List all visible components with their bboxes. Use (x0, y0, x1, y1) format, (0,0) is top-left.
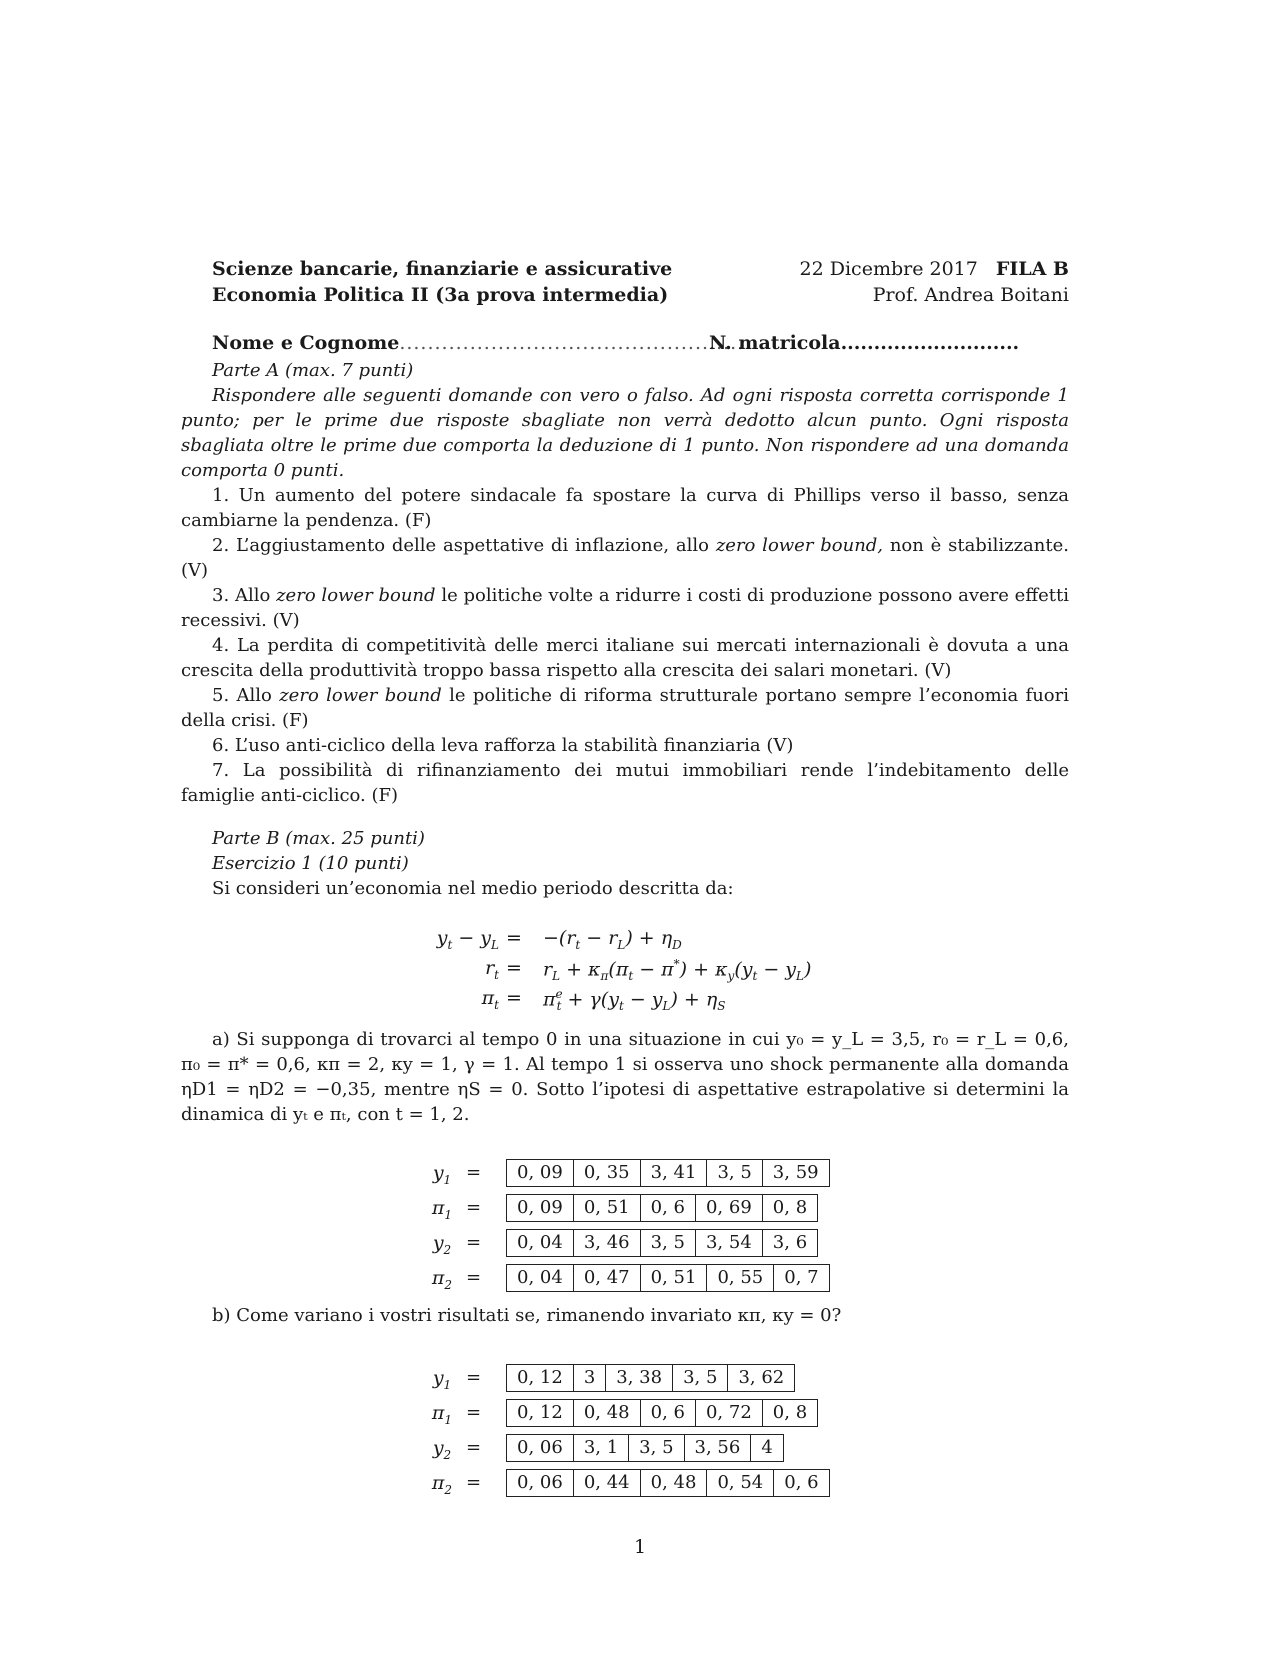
answer-option[interactable]: 0, 8 (762, 1195, 817, 1221)
answer-option[interactable]: 3, 6 (762, 1230, 817, 1256)
answer-options (506, 1264, 830, 1292)
answer-option[interactable]: 0, 6 (640, 1400, 695, 1426)
answer-option[interactable]: 3, 5 (672, 1365, 727, 1391)
answer-option[interactable]: 0, 06 (517, 1472, 563, 1493)
question-1: 1. Un aumento del potere sindacale fa spostare la curva di Phillips verso il basso, senza cambiarne la pendenza. (F) (181, 485, 1069, 531)
equals-sign: = (466, 1402, 482, 1423)
answer-option[interactable]: 0, 55 (706, 1265, 773, 1291)
answer-option[interactable]: 0, 09 (517, 1197, 563, 1218)
exercise-title: Esercizio 1 (10 punti) (212, 853, 409, 874)
answer-option[interactable]: 3, 59 (762, 1160, 829, 1186)
answer-row (181, 1157, 1069, 1192)
answer-options (506, 1434, 784, 1462)
answer-option[interactable]: 0, 72 (695, 1400, 762, 1426)
answer-options (506, 1229, 818, 1257)
answer-option[interactable]: 3, 5 (640, 1230, 695, 1256)
answer-option[interactable]: 0, 35 (573, 1160, 640, 1186)
equals-sign: = (466, 1437, 482, 1458)
answer-option[interactable]: 0, 7 (773, 1265, 828, 1291)
equals-sign: = (466, 1267, 482, 1288)
variable-label: $\pi_1$ (431, 1402, 453, 1427)
answer-option[interactable]: 0, 44 (573, 1470, 640, 1496)
name-label: Nome e Cognome (212, 332, 400, 354)
answer-option[interactable]: 0, 51 (573, 1195, 640, 1221)
answer-option[interactable]: 3 (573, 1365, 605, 1391)
answer-table-b (181, 1362, 1069, 1502)
answer-option[interactable]: 0, 54 (706, 1470, 773, 1496)
answer-table-a (181, 1157, 1069, 1297)
course-line: Scienze bancarie, finanziarie e assicurative (212, 258, 673, 280)
answer-option[interactable]: 0, 6 (640, 1195, 695, 1221)
answer-option[interactable]: 0, 12 (517, 1402, 563, 1423)
partA-title: Parte A (max. 7 punti) (212, 360, 414, 381)
question-4: 4. La perdita di competitività delle merci italiane sui mercati internazionali è dovuta a una crescita della produttività troppo bassa rispetto alla crescita dei salari monetari. (V) (181, 635, 1069, 681)
answer-row (181, 1227, 1069, 1262)
exercise-intro: Si consideri un’economia nel medio periodo descritta da: (212, 878, 734, 899)
answer-option[interactable]: 0, 48 (640, 1470, 707, 1496)
answer-options (506, 1194, 818, 1222)
answer-row (181, 1262, 1069, 1297)
answer-row (181, 1397, 1069, 1432)
answer-options (506, 1159, 830, 1187)
answer-options (506, 1364, 795, 1392)
subject-line: Economia Politica II (3a prova intermedia) (212, 284, 669, 306)
equation-pc: $\pi_t$ = $\pi^e_t + \gamma(y_t - y_L) + \eta_S$ (481, 987, 726, 1014)
equals-sign: = (466, 1367, 482, 1388)
answer-options (506, 1399, 818, 1427)
exam-date: 22 Dicembre 2017 (799, 258, 978, 280)
equals-sign: = (466, 1197, 482, 1218)
answer-option[interactable]: 3, 62 (727, 1365, 794, 1391)
partB-title: Parte B (max. 25 punti) (212, 828, 425, 849)
answer-row (181, 1432, 1069, 1467)
answer-option[interactable]: 0, 04 (517, 1267, 563, 1288)
matricola-field[interactable]: N. matricola........................... (709, 332, 1020, 354)
answer-option[interactable]: 3, 38 (605, 1365, 672, 1391)
answer-option[interactable]: 3, 1 (573, 1435, 628, 1461)
answer-option[interactable]: 0, 8 (762, 1400, 817, 1426)
partA-instructions: Rispondere alle seguenti domande con vero o falso. Ad ogni risposta corretta corrisponde 1 punto; per le prime due risposte sbagliate non verrà dedotto alcun punto. Ogni risposta sbagliata oltre le prime due comporta la deduzione di 1 punto. Non rispondere ad una domanda comporta 0 punti. (181, 385, 1069, 481)
answer-option[interactable]: 0, 06 (517, 1437, 563, 1458)
variable-label: $y_1$ (432, 1162, 452, 1187)
answer-option[interactable]: 0, 47 (573, 1265, 640, 1291)
variable-label: $y_2$ (432, 1437, 452, 1462)
name-field[interactable]: ................................................. (399, 332, 745, 354)
question-a: a) Si supponga di trovarci al tempo 0 in una situazione in cui y₀ = y_L = 3,5, r₀ = r_L = 0,6, π₀ = π* = 0,6, κπ = 2, κy = 1, γ = 1. Al tempo 1 si osserva uno shock permanente alla domanda ηD1 = ηD2 = −0,35, mentre ηS = 0. Sotto l’ipotesi di aspettative estrapolative si determini la dinamica di yₜ e πₜ, con t = 1, 2. (181, 1029, 1069, 1125)
answer-option[interactable]: 3, 46 (573, 1230, 640, 1256)
answer-option[interactable]: 3, 5 (706, 1160, 761, 1186)
exam-page (181, 258, 1069, 1502)
question-3: 3. Allo zero lower bound le politiche volte a ridurre i costi di produzione possono avere effetti recessivi. (V) (181, 585, 1069, 631)
answer-option[interactable]: 0, 04 (517, 1232, 563, 1253)
answer-option[interactable]: 0, 51 (640, 1265, 707, 1291)
date-fila (800, 258, 1069, 280)
answer-option[interactable]: 3, 5 (628, 1435, 683, 1461)
question-6: 6. L’uso anti-ciclico della leva rafforza la stabilità finanziaria (V) (212, 735, 794, 756)
answer-row (181, 1467, 1069, 1502)
answer-option[interactable]: 3, 56 (684, 1435, 751, 1461)
page-number: 1 (633, 1536, 647, 1558)
answer-option[interactable]: 0, 6 (773, 1470, 828, 1496)
answer-row (181, 1192, 1069, 1227)
variable-label: $\pi_2$ (431, 1472, 453, 1497)
question-5: 5. Allo zero lower bound le politiche di riforma strutturale portano sempre l’economia fuori della crisi. (F) (181, 685, 1069, 731)
answer-option[interactable]: 3, 54 (695, 1230, 762, 1256)
header-row-1 (181, 258, 1069, 284)
answer-option[interactable]: 0, 48 (573, 1400, 640, 1426)
answer-option[interactable]: 0, 09 (517, 1162, 563, 1183)
equation-mr: $r_t$ = $r_L + \kappa_\pi(\pi_t - \pi^*) + \kappa_y(y_t - y_L)$ (485, 957, 812, 984)
answer-row (181, 1362, 1069, 1397)
answer-option[interactable]: 0, 69 (695, 1195, 762, 1221)
variable-label: $\pi_2$ (431, 1267, 453, 1292)
answer-option[interactable]: 0, 12 (517, 1367, 563, 1388)
answer-options (506, 1469, 830, 1497)
variable-label: $y_2$ (432, 1232, 452, 1257)
question-b: b) Come variano i vostri risultati se, rimanendo invariato κπ, κy = 0? (212, 1305, 842, 1326)
equals-sign: = (466, 1162, 482, 1183)
question-2: 2. L’aggiustamento delle aspettative di inflazione, allo zero lower bound, non è stabilizzante. (V) (181, 535, 1069, 581)
answer-option[interactable]: 3, 41 (640, 1160, 707, 1186)
question-7: 7. La possibilità di rifinanziamento dei mutui immobiliari rende l’indebitamento delle famiglie anti-ciclico. (F) (181, 760, 1069, 806)
variable-label: $\pi_1$ (431, 1197, 453, 1222)
answer-option[interactable]: 4 (750, 1435, 782, 1461)
professor: Prof. Andrea Boitani (872, 284, 1069, 306)
model-equations (181, 923, 1069, 1021)
student-info-row (181, 332, 1069, 358)
variable-label: $y_1$ (432, 1367, 452, 1392)
header-row-2 (181, 284, 1069, 310)
fila-label: FILA B (995, 258, 1069, 280)
equals-sign: = (466, 1232, 482, 1253)
equals-sign: = (466, 1472, 482, 1493)
equation-is: $y_t - y_L$ = $-(r_t - r_L) + \eta_D$ (436, 927, 682, 952)
